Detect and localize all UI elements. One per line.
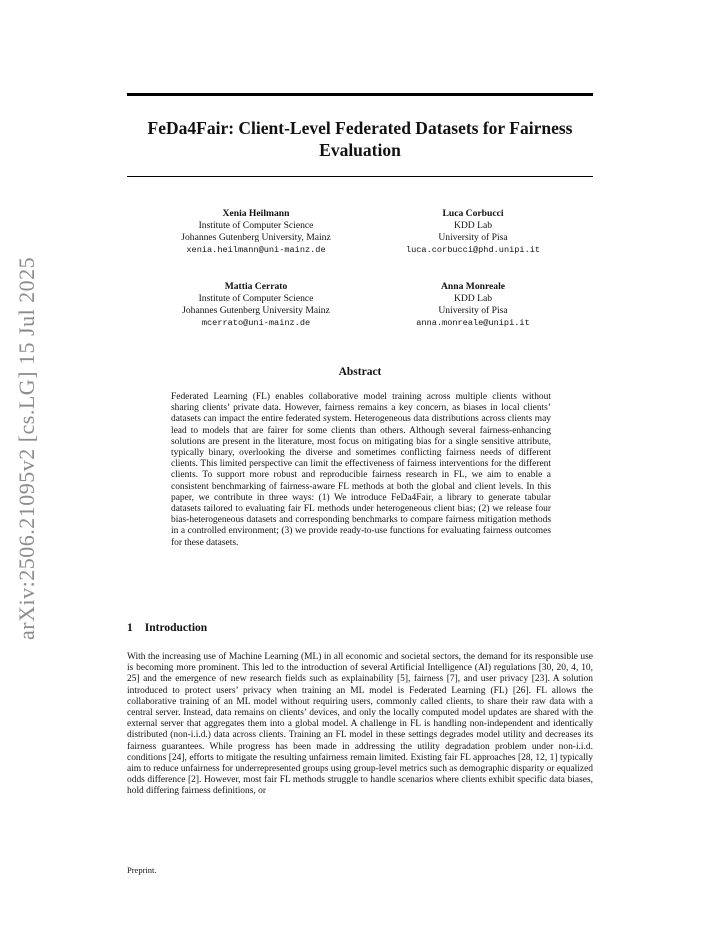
abstract-text: Federated Learning (FL) enables collaborative model training across multiple clients without sharing clients’ private data. However, fairness remains a key concern, as biases in local clients’ datasets can impact the entire federated system. Heterogeneous data distributions across clients may lead to models that are fairer for some clients than others. Although several fairness-enhancing solutions are present in the literature, most focus on mitigating bias for a single sensitive attribute, typically binary, overlooking the diverse and sometimes conflicting fairness needs of different clients. This limited perspective can limit the effectiveness of fairness interventions for the different clients. To support more robust and reproducible fairness research in FL, we aim to enable a consistent benchmarking of fairness-aware FL methods at both the global and client levels. In this paper, we contribute in three ways: (1) We introduce FeDa4Fair, a library to generate tabular datasets tailored to evaluating fair FL methods under heterogeneous client bias; (2) we release four bias-heterogeneous datasets and corresponding benchmarks to compare fairness mitigation methods in a controlled environment; (3) we provide ready-to-use functions for evaluating fairness outcomes for these datasets. [171, 392, 551, 548]
author-name: Anna Monreale [440, 281, 506, 292]
title-rule-top [127, 93, 593, 96]
author-block [136, 208, 376, 256]
author-email[interactable]: luca.corbucci@phd.unipi.it [405, 245, 541, 255]
author-name: Mattia Cerrato [224, 281, 288, 292]
author-email[interactable]: anna.monreale@unipi.it [416, 318, 530, 328]
arxiv-side-stamp: arXiv:2506.21095v2 [cs.LG] 15 Jul 2025 [14, 256, 39, 640]
author-name: Luca Corbucci [442, 208, 504, 219]
author-email[interactable]: xenia.heilmann@uni-mainz.de [186, 245, 326, 255]
abstract-heading: Abstract [338, 366, 382, 378]
author-institution: University of Pisa [438, 232, 508, 243]
author-name: Xenia Heilmann [222, 208, 290, 219]
author-email[interactable]: mcerrato@uni-mainz.de [201, 318, 311, 328]
author-affiliation: KDD Lab [453, 293, 493, 304]
author-institution: Johannes Gutenberg University Mainz [182, 305, 330, 316]
section-heading [127, 622, 207, 634]
paper-title: FeDa4Fair: Client-Level Federated Datasets for Fairness Evaluation [147, 118, 573, 160]
author-block [353, 281, 593, 329]
author-affiliation: KDD Lab [453, 220, 493, 231]
author-institution: Johannes Gutenberg University, Mainz [181, 232, 331, 243]
author-affiliation: Institute of Computer Science [198, 220, 314, 231]
author-block [136, 281, 376, 329]
author-block [353, 208, 593, 256]
section-number: 1 [127, 622, 133, 634]
introduction-text: With the increasing use of Machine Learning (ML) in all economic and societal sectors, the demand for its responsible use is becoming more prominent. This led to the introduction of several Artificial Intelligence (AI) regulations [30, 20, 4, 10, 25] and the emergence of new research fields such as explainability [5], fairness [7], and user privacy [23]. A solution introduced to protect users’ privacy when training an ML model is Federated Learning (FL) [26]. FL allows the collaborative training of an ML model without requiring users, commonly called clients, to share their raw data with a central server. Instead, data remains on clients’ devices, and only the locally computed model updates are shared with the external server that aggregates them into a global model. A challenge in FL is handling non-independent and identically distributed (non-i.i.d.) data across clients. Training an FL model in these settings degrades model utility and decreases its fairness guarantees. While progress has been made in addressing the utility degradation problem under non-i.i.d. conditions [24], efforts to mitigate the resulting unfairness remain limited. Existing fair FL approaches [28, 12, 1] typically aim to reduce unfairness for underrepresented groups using group-level metrics such as demographic disparity or equalized odds difference [2]. However, most fair FL methods struggle to handle scenarios where clients exhibit specific data biases, hold differing fairness definitions, or [127, 652, 593, 797]
author-affiliation: Institute of Computer Science [198, 293, 314, 304]
section-title: Introduction [144, 622, 208, 634]
footer-note: Preprint. [127, 865, 157, 875]
title-rule-bottom [127, 176, 593, 177]
author-institution: University of Pisa [438, 305, 508, 316]
